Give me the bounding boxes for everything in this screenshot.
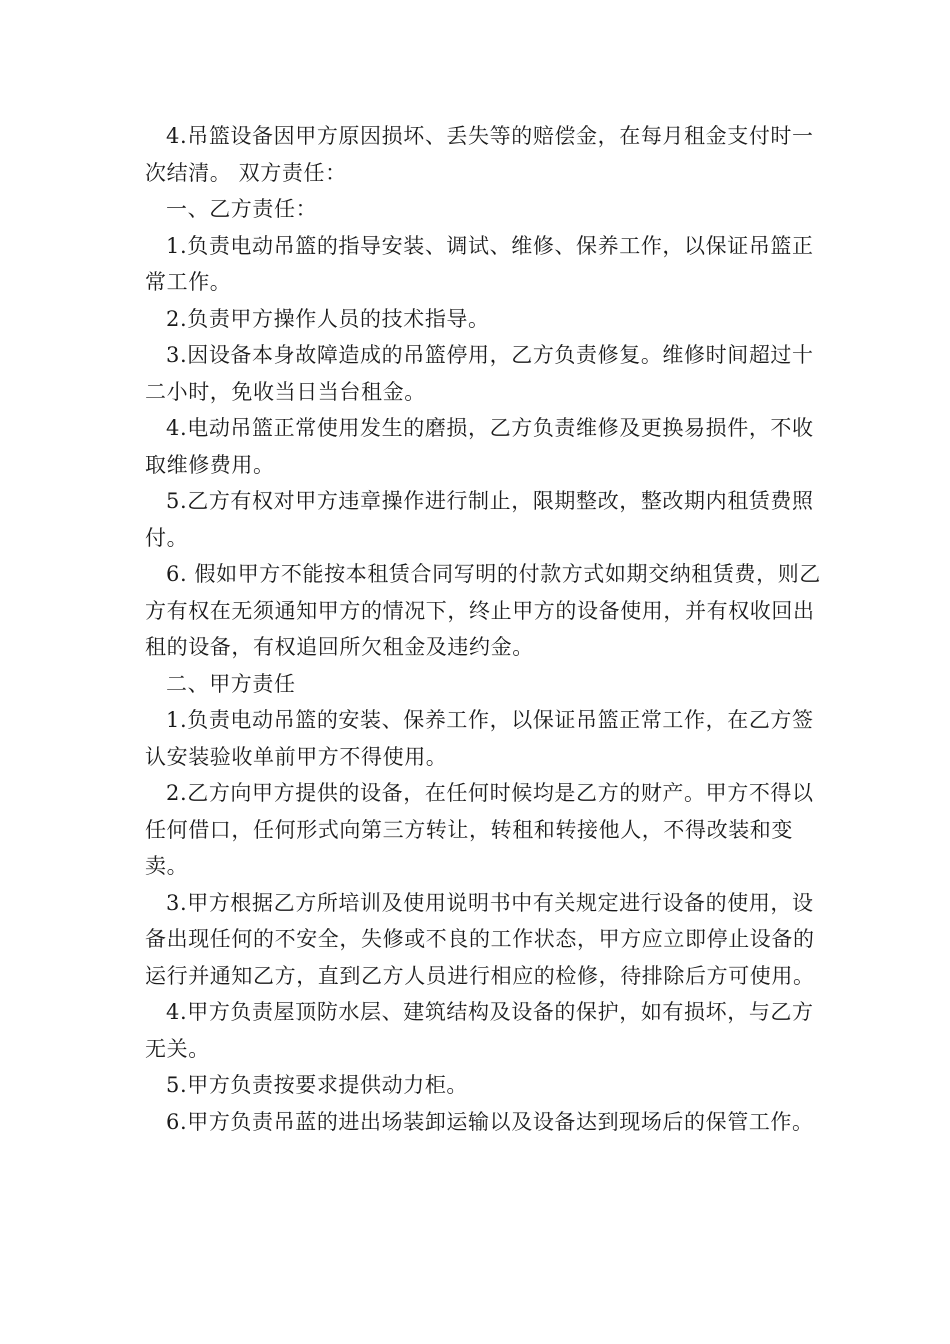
paragraph-b-2: 2.负责甲方操作人员的技术指导。 <box>166 306 490 331</box>
paragraph-a-3: 3.甲方根据乙方所培训及使用说明书中有关规定进行设备的使用，设备出现任何的不安全，失修或不良的工作状态，甲方应立即停止设备的运行并通知乙方，直到乙方人员进行相应的检修，待排除后方可使用。 <box>145 890 815 988</box>
paragraph-b-1: 1.负责电动吊篮的指导安装、调试、维修、保养工作，以保证吊篮正常工作。 <box>145 233 814 294</box>
paragraph-b-6: 6. 假如甲方不能按本租赁合同写明的付款方式如期交纳租赁费，则乙方有权在无须通知甲方的情况下，终止甲方的设备使用，并有权收回出租的设备，有权追回所欠租金及违约金。 <box>145 562 821 659</box>
paragraph-a-1: 1.负责电动吊篮的安装、保养工作，以保证吊篮正常工作，在乙方签认安装验收单前甲方不得使用。 <box>145 708 814 769</box>
heading-party-a-responsibilities: 二、甲方责任 <box>166 671 296 696</box>
paragraph-a-6: 6.甲方负责吊蓝的进出场装卸运输以及设备达到现场后的保管工作。 <box>166 1109 814 1134</box>
heading-party-b-responsibilities: 一、乙方责任： <box>166 197 318 221</box>
paragraph-b-3: 3.因设备本身故障造成的吊篮停用，乙方负责修复。维修时间超过十二小时，免收当日当台租金。 <box>145 343 814 404</box>
document-body <box>145 118 825 1140</box>
paragraph-b-5: 5.乙方有权对甲方违章操作进行制止，限期整改，整改期内租赁费照付。 <box>145 489 814 550</box>
paragraph-b-4: 4.电动吊篮正常使用发生的磨损，乙方负责维修及更换易损件，不收取维修费用。 <box>145 416 814 477</box>
paragraph-a-5: 5.甲方负责按要求提供动力柜。 <box>166 1073 469 1097</box>
paragraph-a-4: 4.甲方负责屋顶防水层、建筑结构及设备的保护，如有损坏，与乙方无关。 <box>145 1000 814 1061</box>
paragraph-compensation-settlement: 4.吊篮设备因甲方原因损坏、丢失等的赔偿金，在每月租金支付时一次结清。 双方责任： <box>145 124 814 185</box>
paragraph-a-2: 2.乙方向甲方提供的设备，在任何时候均是乙方的财产。甲方不得以任何借口，任何形式向第三方转让，转租和转接他人，不得改装和变卖。 <box>145 781 814 878</box>
